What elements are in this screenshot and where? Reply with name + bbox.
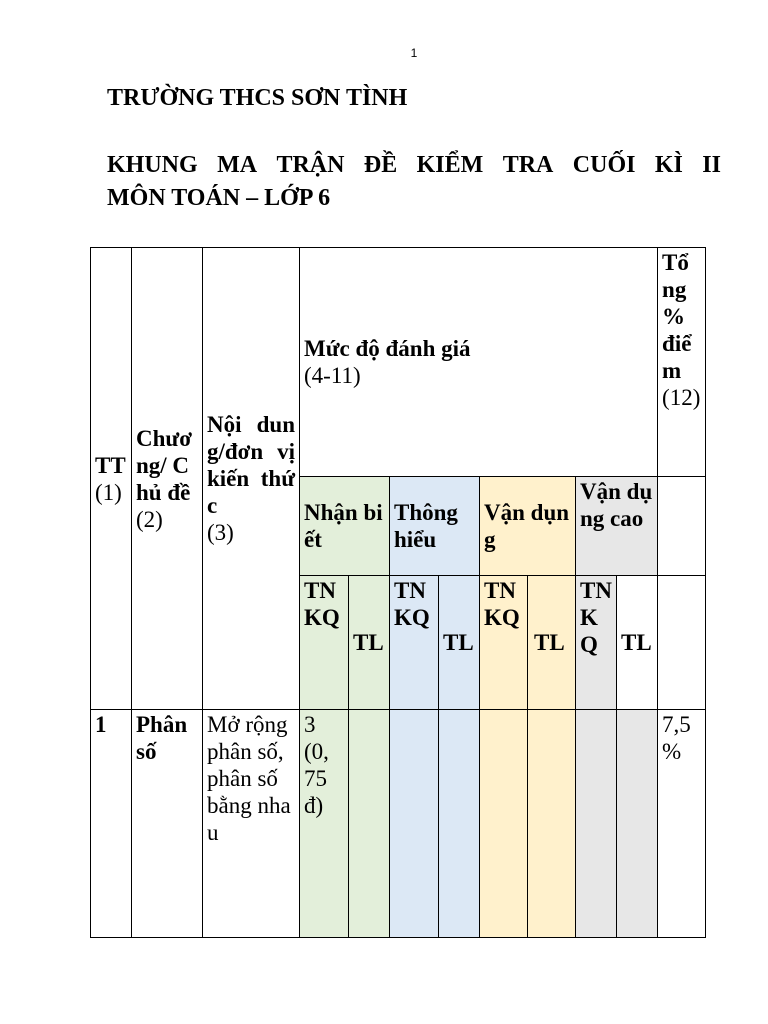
level-thong-hieu: Thông hiểu <box>390 477 480 576</box>
row-tt: 1 <box>91 710 132 938</box>
subheader-tl: TL <box>349 576 390 710</box>
header-muc-do-label: Mức độ đánh giá <box>304 336 471 361</box>
subheader-tong-empty <box>658 576 706 710</box>
header-chuong-number: (2) <box>136 506 163 532</box>
header-tt-label: TT <box>95 452 126 478</box>
row-noi-dung: Mở rộng phân số, phân số bằng nhau <box>203 710 300 938</box>
row-thong-hieu-tnkq <box>390 710 439 938</box>
subheader-tnkq: TNKQ <box>576 576 617 710</box>
title-word: KÌ <box>654 152 683 178</box>
header-muc-do-range: (4-11) <box>304 363 361 388</box>
subheader-tnkq: TNKQ <box>480 576 528 710</box>
level-van-dung-cao: Vận dụng cao <box>576 477 658 576</box>
page-number: 1 <box>410 46 418 60</box>
header-tt <box>91 248 132 710</box>
row-thong-hieu-tl <box>439 710 480 938</box>
row-van-dung-tl <box>528 710 576 938</box>
header-tong-empty <box>658 477 706 576</box>
title-word: KHUNG <box>107 152 198 178</box>
title-word: TRA <box>502 152 554 178</box>
document-title <box>107 149 721 215</box>
row-nhan-biet-tnkq: 3 (0, 75 đ) <box>300 710 349 938</box>
header-chuong <box>132 248 203 710</box>
subheader-tl: TL <box>617 576 658 710</box>
subheader-tnkq: TNKQ <box>300 576 349 710</box>
subheader-tnkq: TNKQ <box>390 576 439 710</box>
row-nhan-biet-tl <box>349 710 390 938</box>
header-tong-number: (12) <box>662 385 701 410</box>
row-van-dung-cao-tnkq <box>576 710 617 938</box>
header-noi-dung-number: (3) <box>207 520 234 545</box>
row-van-dung-tnkq <box>480 710 528 938</box>
row-tong: 7,5 % <box>658 710 706 938</box>
title-word: MA <box>217 152 258 178</box>
title-word: KIỂM <box>416 152 484 178</box>
header-chuong-label: Chương/ Chủ đề <box>136 425 192 505</box>
header-tong-label: Tổng % điểm <box>662 250 692 383</box>
title-word: CUỐI <box>572 152 636 178</box>
title-word: ĐỀ <box>363 152 398 178</box>
title-word: II <box>702 152 721 178</box>
row-van-dung-cao-tl <box>617 710 658 938</box>
title-line-2: MÔN TOÁN – LỚP 6 <box>107 185 331 211</box>
header-noi-dung <box>203 248 300 710</box>
header-noi-dung-label: Nội dung/đơn vị kiến thức <box>207 412 295 518</box>
level-van-dung: Vận dụng <box>480 477 576 576</box>
level-nhan-biet: Nhận biết <box>300 477 390 576</box>
title-line-1 <box>107 149 721 182</box>
row-chuong: Phân số <box>132 710 203 938</box>
school-name: TRƯỜNG THCS SƠN TÌNH <box>107 85 408 111</box>
assessment-matrix-table <box>90 247 706 938</box>
subheader-tl: TL <box>528 576 576 710</box>
title-word: TRẬN <box>276 152 345 178</box>
header-tong <box>658 248 706 477</box>
header-muc-do <box>300 248 658 477</box>
header-tt-number: (1) <box>95 479 122 505</box>
subheader-tl: TL <box>439 576 480 710</box>
